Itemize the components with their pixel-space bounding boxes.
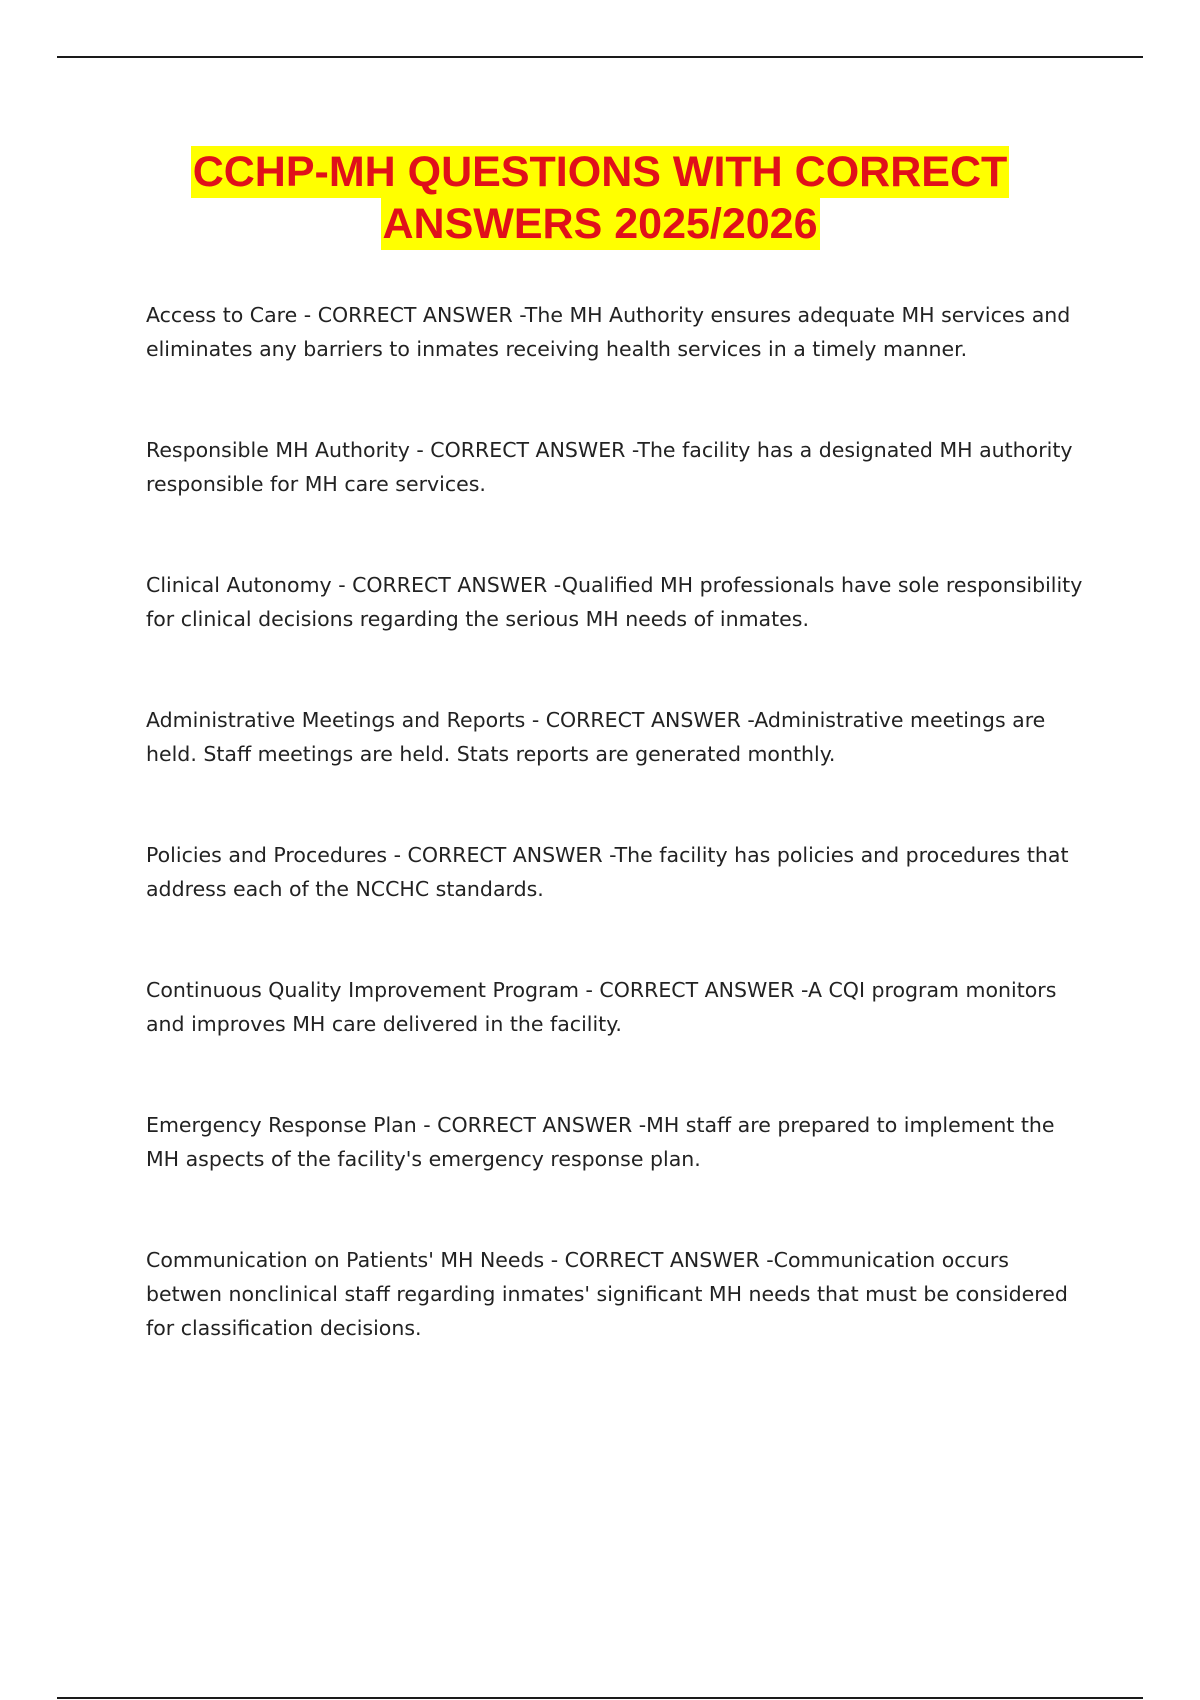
qa-item: Responsible MH Authority - CORRECT ANSWER -The facility has a designated MH authority responsible for MH care services. [146, 438, 1073, 496]
qa-item: Policies and Procedures - CORRECT ANSWER -The facility has policies and procedures that address each of the NCCHC standards. [146, 843, 1069, 901]
title-line-2: ANSWERS 2025/2026 [382, 200, 818, 248]
title-line-1: CCHP-MH QUESTIONS WITH CORRECT [192, 148, 1008, 196]
document-title [0, 146, 1200, 250]
qa-item: Clinical Autonomy - CORRECT ANSWER -Qualified MH professionals have sole responsibility for clinical decisions regarding the serious MH needs of inmates. [146, 573, 1083, 631]
bottom-divider [57, 1697, 1143, 1699]
qa-list [146, 298, 1086, 1412]
qa-item: Continuous Quality Improvement Program - CORRECT ANSWER -A CQI program monitors and improves MH care delivered in the facility. [146, 978, 1057, 1036]
qa-item: Administrative Meetings and Reports - CORRECT ANSWER -Administrative meetings are held. Staff meetings are held. Stats reports are generated monthly. [146, 708, 1046, 766]
qa-item: Emergency Response Plan - CORRECT ANSWER -MH staff are prepared to implement the MH aspects of the facility's emergency response plan. [146, 1113, 1055, 1171]
qa-item: Access to Care - CORRECT ANSWER -The MH Authority ensures adequate MH services and eliminates any barriers to inmates receiving health services in a timely manner. [146, 303, 1071, 361]
top-divider [57, 56, 1143, 58]
qa-item: Communication on Patients' MH Needs - CORRECT ANSWER -Communication occurs betwen nonclinical staff regarding inmates' significant MH needs that must be considered for classification decisions. [146, 1248, 1068, 1340]
